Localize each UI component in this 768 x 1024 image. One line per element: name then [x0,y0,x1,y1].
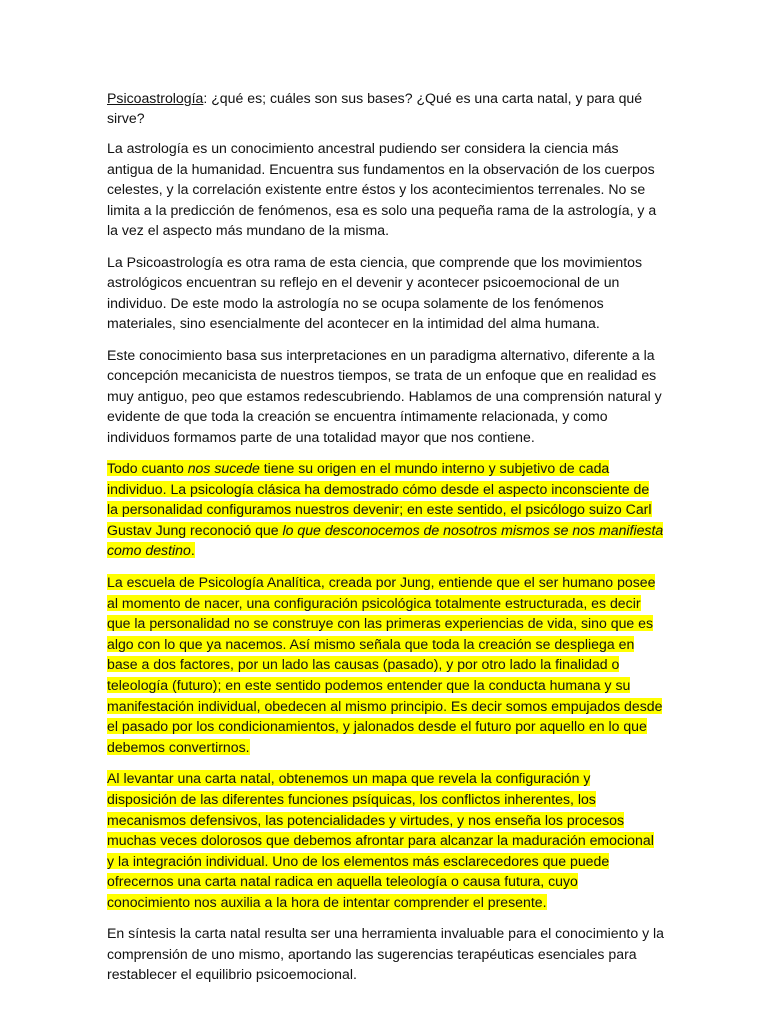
highlight-text: . [190,542,195,559]
paragraph-paradigm: Este conocimiento basa sus interpretaciones en un paradigma alternativo, diferente a la concepción mecanicista de nuestros tiempos, se trata de un enfoque que en realidad es muy antiguo, peo que estamos redescubriendo. Hablamos de una comprensión natural y evidente de que toda la creación se encuentra íntimamente relacionada, y como individuos formamos parte de una totalidad mayor que nos contiene. [107,346,662,445]
highlighted-paragraph-jung [107,572,664,757]
highlight-italic-quote: lo que desconocemos de nosotros mismos se nos manifiesta como destino [107,521,664,559]
highlighted-paragraph-origin [107,458,664,561]
paragraph-intro: La astrología es un conocimiento ancestral pudiendo ser considera la ciencia más antigua de la humanidad. Encuentra sus fundamentos en la observación de los cuerpos celestes, y la correlación existente entre éstos y los acontecimientos terrenales. No se limita a la predicción de fenómenos, esa es solo una pequeña rama de la astrología, y a la vez el aspecto más mundano de la misma. [107,140,657,238]
highlight-text: tiene su origen en el mundo interno y subjetivo de cada individuo. La psicología clásica ha demostrado cómo desde el aspecto inconsciente de la personalidad configuramos nuestros devenir; en este sentido, el psicólogo suizo Carl Gustav Jung reconoció que [107,460,652,538]
paragraph-psicoastrologia: La Psicoastrología es otra rama de esta ciencia, que comprende que los movimientos astrológicos encuentran su reflejo en el devenir y acontecer psicoemocional de un individuo. De este modo la astrología no se ocupa solamente de los fenómenos materiales, sino esencialmente del acontecer en la intimidad del alma humana. [107,253,643,331]
highlighted-paragraph-carta-natal [107,768,664,912]
highlight-text: Todo cuanto [107,460,188,476]
paragraph-closing: En síntesis la carta natal resulta ser una herramienta invaluable para el conocimiento y la comprensión de uno mismo, aportando las sugerencias terapéuticas esenciales para restablecer el equilibrio psicoemocional. [107,925,665,983]
document-heading [107,88,664,128]
heading-question: : ¿qué es; cuáles son sus bases? ¿Qué es una carta natal, y para qué sirve? [107,90,643,126]
highlight-text: Al levantar una carta natal, obtenemos un mapa que revela la configuración y disposición de las diferentes funciones psíquicas, los conflictos inherentes, los mecanismos defensivos, las potencialidades y virtudes, y nos enseña los procesos muchas veces dolorosos que debemos afrontar para alcanzar la maduración emocional y la integración individual. Uno de los elementos más esclarecedores que puede ofrecernos una carta natal radica en aquella teleología o causa futura, cuyo conocimiento nos auxilia a la hora de intentar comprender el presente. [107,770,654,910]
highlight-text: La escuela de Psicología Analítica, creada por Jung, entiende que el ser humano posee al momento de nacer, una configuración psicológica totalmente estructurada, es decir que la personalidad no se construye con las primeras experiencias de vida, sino que es algo con lo que ya nacemos. Así mismo señala que toda la creación se despliega en base a dos factores, por un lado las causas (pasado), y por otro lado la finalidad o teleología (futuro); en este sentido podemos entender que la conducta humana y su manifestación individual, obedecen al mismo principio. Es decir somos empujados desde el pasado por los condicionamientos, y jalonados desde el futuro por aquello en lo que debemos convertirnos. [107,573,663,755]
highlight-italic-text: nos sucede [187,460,260,476]
heading-title-word: Psicoastrología [107,90,204,106]
